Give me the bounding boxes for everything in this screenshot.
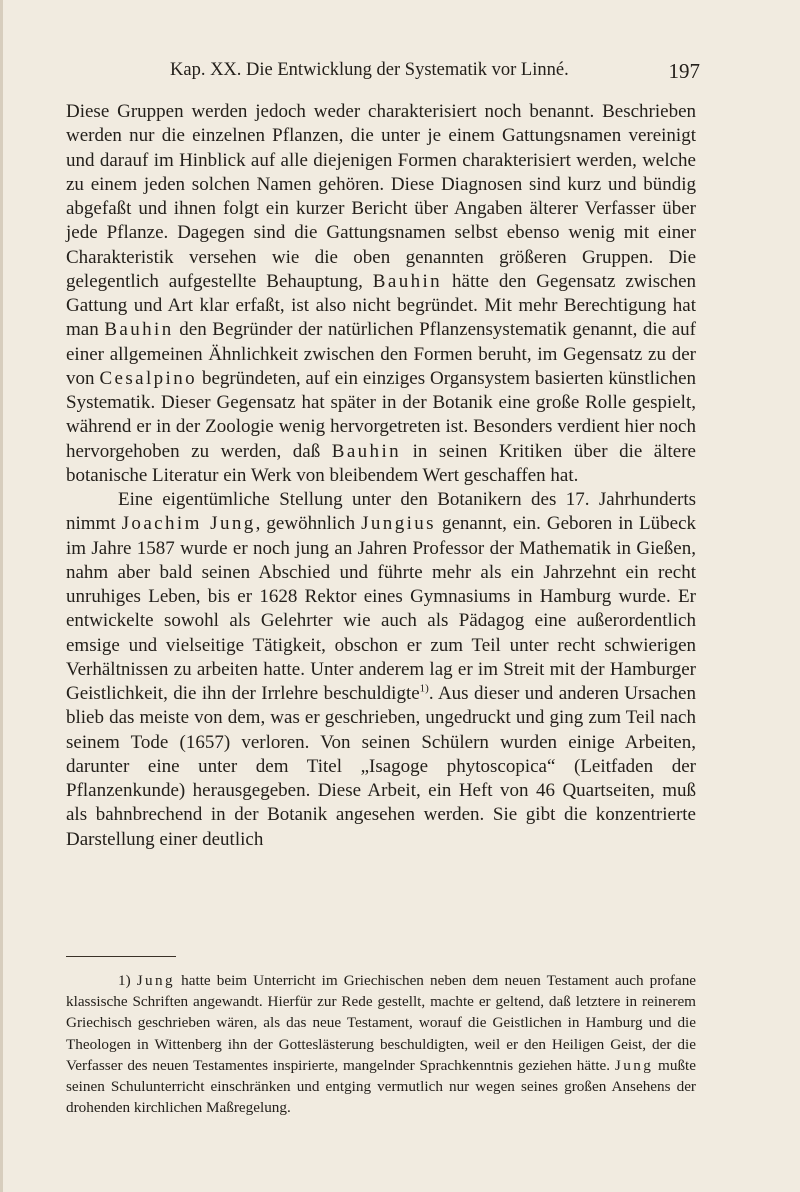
p2-text-1: Eine eigentümliche Stellung unter den Botanikern des 17. Jahrhunderts nimmt (66, 489, 696, 535)
body-text (66, 100, 696, 852)
paragraph-2 (66, 488, 696, 852)
page-number: 197 (668, 59, 700, 83)
footnote-label: 1) (118, 972, 131, 989)
p2-text-4: . Aus dieser und anderen Ursachen blieb das meiste von dem, was er geschrieben, ungedruckt und ging zum Teil nach seinem Tode (1657) verloren. Von seinen Schülern wurden einige Arbeiten, darunter eine unter dem Titel „Isagoge phytoscopica“ (Leitfaden der Pflanzenkunde) herausgegeben. Diese Arbeit, ein Heft von 46 Quartseiten, muß als bahnbrechend in der Botanik angesehen werden. Sie gibt die konzentrierte Darstellung einer deutlich (66, 683, 696, 850)
name-cesalpino: Cesalpino (99, 367, 198, 389)
p2-text-3: genannt, ein. Geboren in Lübeck im Jahre 1587 wurde er noch jung an Jahren Professor der Mathematik in Gießen, nahm aber bald seinen Abschied und führte mehr als ein Jahrzehnt ein recht unruhiges Leben, bis er 1628 Rektor eines Gymnasiums in Hamburg wurde. Er entwickelte sowohl als Gelehrter wie auch als Pädagog eine außerordentlich emsige und vielseitige Tätigkeit, obschon er zum Teil unter recht schwierigen Verhältnissen zu arbeiten hatte. Unter anderem lag er im Streit mit der Hamburger Geistlichkeit, die ihn der Irrlehre beschuldigte (66, 513, 697, 704)
name-bauhin-2: Bauhin (104, 319, 174, 341)
footnote-text (66, 970, 696, 1118)
name-joachim-jung: Joachim Jung (121, 513, 256, 535)
name-jungius: Jungius (361, 513, 436, 535)
footnote-reference[interactable]: 1) (419, 682, 429, 695)
name-jung-2: Jung (614, 1056, 654, 1074)
page-edge (0, 0, 3, 1192)
p2-text-2: , gewöhnlich (255, 513, 356, 535)
name-bauhin-3: Bauhin (331, 440, 402, 462)
name-jung-1: Jung (136, 972, 176, 989)
footnote-rule (66, 956, 176, 957)
footnote-text-1: hatte beim Unterricht im Griechischen neben dem neuen Testament auch profane klassische Schriften angewandt. Hierfür zur Rede gestellt, machte er geltend, daß letztere in reinerem Griechisch geschrieben wären, als das neue Testament, worauf die Geistlichen in Hamburg und die Theologen in Wittenberg ihn der Gotteslästerung beschuldigten, weil er den Heiligen Geist, der die Verfasser des neuen Testamentes inspirierte, mangelnder Sprachkenntnis geziehen hätte. (66, 972, 697, 1074)
p1-text-3: den Begründer der natürlichen Pflanzensystematik genannt, die auf einer allgemeinen Ähnlichkeit zwischen den Formen beruht, im Gegensatz zu der von (66, 319, 697, 389)
p1-text-5: in seinen Kritiken über die ältere botanische Literatur ein Werk von bleibendem Wert geschaffen hat. (66, 440, 696, 486)
running-title: Kap. XX. Die Entwicklung der Systematik vor Linné. (170, 60, 569, 80)
footnote (66, 970, 696, 1118)
name-bauhin-1: Bauhin (372, 270, 443, 292)
paragraph-1 (66, 100, 696, 488)
footnote-text-2: mußte seinen Schulunterricht einschränken und entging vermutlich nur wegen seines großen Ansehens der drohenden kirchlichen Maßregelung. (66, 1056, 697, 1117)
p1-text-1: Diese Gruppen werden jedoch weder charakterisiert noch benannt. Beschrieben werden nur die einzelnen Pflanzen, die unter je einem Gattungsnamen vereinigt und darauf im Hinblick auf alle diejenigen Formen charakterisiert werden, welche zu einem jeden solchen Namen gehören. Diese Diagnosen sind kurz und bündig abgefaßt und ihnen folgt ein kurzer Bericht über Angaben älterer Verfasser über jede Pflanze. Dagegen sind die Gattungsnamen selbst ebenso wenig mit einer Charakteristik versehen wie die oben genannten größeren Gruppen. Die gelegentlich aufgestellte Behauptung, (66, 101, 696, 292)
p1-text-2: hätte den Gegensatz zwischen Gattung und Art klar erfaßt, ist also nicht begründet. Mit mehr Berechtigung hat man (66, 270, 697, 341)
p1-text-4: begründeten, auf ein einziges Organsystem basierten künstlichen Systematik. Dieser Gegensatz hat später in der Botanik eine große Rolle gespielt, während er in der Zoologie wenig hervorgetreten ist. Besonders verdient hier noch hervorgehoben zu werden, daß (66, 367, 697, 462)
